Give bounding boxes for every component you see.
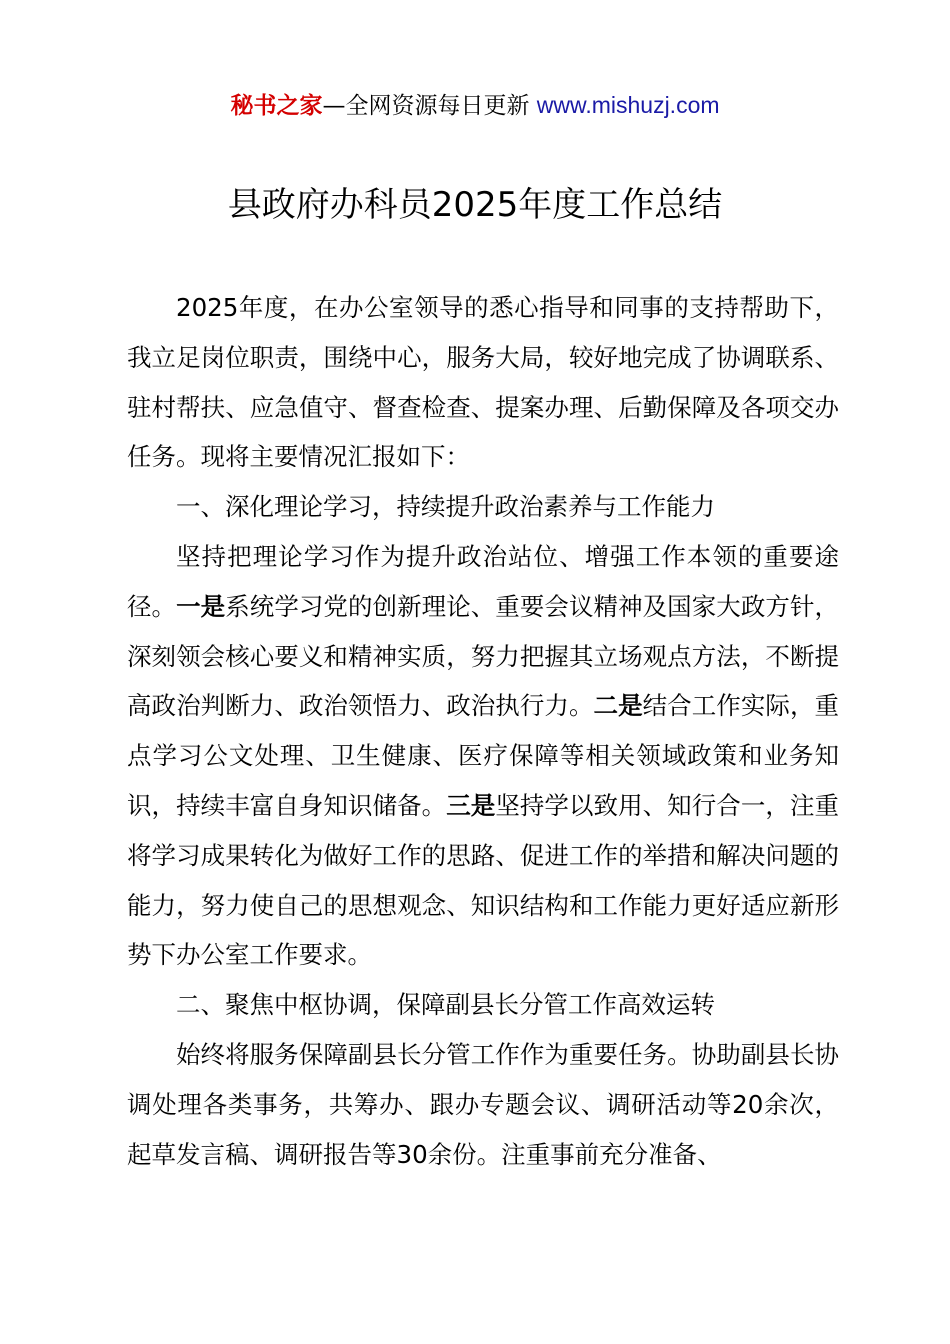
section-1-heading: 一、深化理论学习，持续提升政治素养与工作能力	[176, 492, 715, 522]
section-2-paragraph: 始终将服务保障副县长分管工作作为重要任务。协助副县长协调处理各类事务，共筹办、跟办专题会议、调研活动等20余次，起草发言稿、调研报告等30余份。注重事前充分准备、	[127, 1039, 839, 1169]
document-title: 县政府办科员2025年度工作总结	[227, 185, 723, 225]
section-1-text-b: 系统学习党的创新理论、重要会议精神及国家大政方针，深刻领会核心要义和精神实质，努力把握其立场观点方法，不断提高政治判断力、政治领悟力、政治执行力。	[127, 591, 840, 721]
header-slogan: —全网资源每日更新	[322, 93, 537, 119]
document-body	[127, 283, 839, 1179]
site-url[interactable]: www.mishuzj.com	[536, 92, 720, 118]
section-1-text-a: 坚持把理论学习作为提升政治站位、增强工作本领的重要途径。	[127, 541, 839, 621]
section-1-text-d: 坚持学以致用、知行合一，注重将学习成果转化为做好工作的思路、促进工作的举措和解决问题的能力，努力使自己的思想观念、知识结构和工作能力更好适应新形势下办公室工作要求。	[127, 790, 840, 970]
section-2-heading: 二、聚焦中枢协调，保障副县长分管工作高效运转	[176, 990, 715, 1020]
section-1-text-c: 结合工作实际，重点学习公文处理、卫生健康、医疗保障等相关领域政策和业务知识，持续丰富自身知识储备。	[127, 691, 839, 820]
point-3-label: 三是	[446, 790, 496, 820]
site-header	[0, 88, 950, 123]
point-2-label: 二是	[593, 691, 643, 721]
brand-name: 秘书之家	[230, 93, 323, 119]
point-1-label: 一是	[176, 591, 226, 621]
section-1-paragraph	[127, 532, 839, 980]
intro-paragraph: 2025年度，在办公室领导的悉心指导和同事的支持帮助下，我立足岗位职责，围绕中心，服务大局，较好地完成了协调联系、驻村帮扶、应急值守、督查检查、提案办理、后勤保障及各项交办任务。现将主要情况汇报如下：	[127, 293, 839, 472]
